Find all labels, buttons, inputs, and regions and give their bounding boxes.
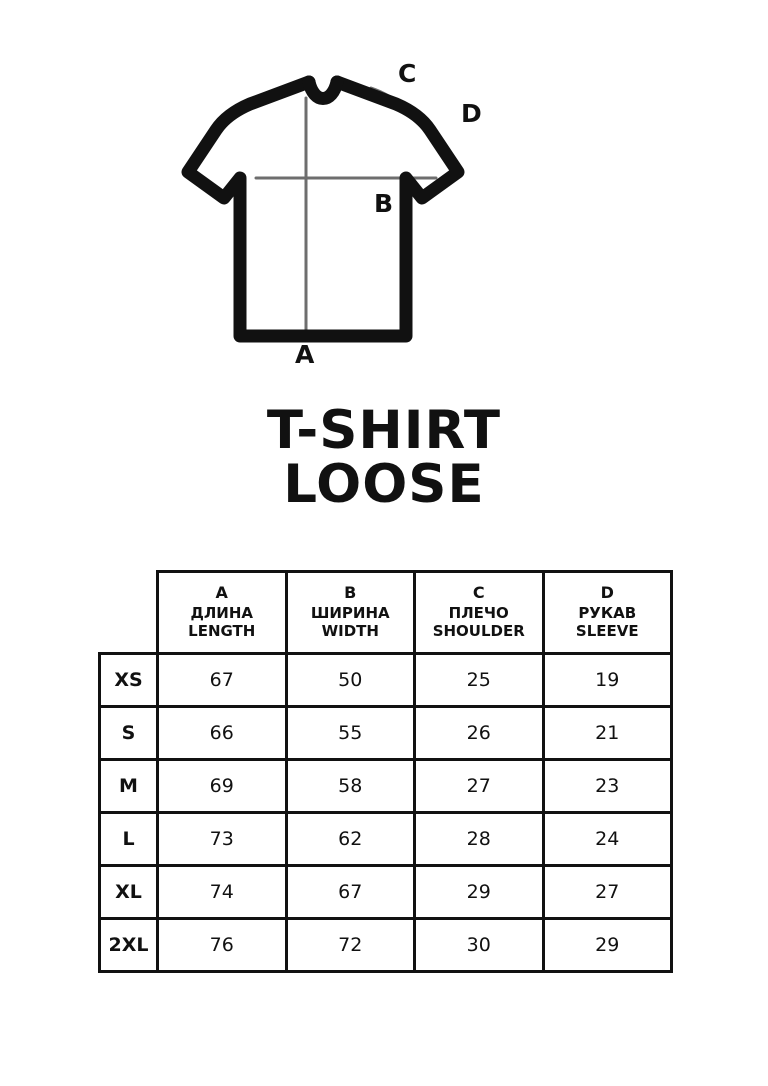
table-row <box>100 813 672 866</box>
size-table-body <box>100 654 672 972</box>
cell-sleeve: 21 <box>543 707 672 760</box>
cell-shoulder: 29 <box>415 866 544 919</box>
cell-sleeve: 24 <box>543 813 672 866</box>
cell-length: 67 <box>158 654 287 707</box>
cell-sleeve: 27 <box>543 866 672 919</box>
cell-sleeve: 29 <box>543 919 672 972</box>
table-row <box>100 760 672 813</box>
cell-length: 74 <box>158 866 287 919</box>
table-row <box>100 707 672 760</box>
column-letter: B <box>344 583 357 603</box>
cell-sleeve: 19 <box>543 654 672 707</box>
cell-sleeve: 23 <box>543 760 672 813</box>
cell-length: 69 <box>158 760 287 813</box>
tshirt-diagram <box>174 60 594 390</box>
cell-shoulder: 26 <box>415 707 544 760</box>
cell-length: 73 <box>158 813 287 866</box>
column-label-ru: ПЛЕЧО <box>448 603 509 622</box>
cell-shoulder: 25 <box>415 654 544 707</box>
cell-shoulder: 27 <box>415 760 544 813</box>
size-table-head <box>100 572 672 654</box>
column-header-sleeve <box>543 572 672 654</box>
cell-width: 62 <box>286 813 415 866</box>
cell-width: 50 <box>286 654 415 707</box>
label-c: C <box>398 60 417 88</box>
row-size-label: S <box>100 707 158 760</box>
title-line-1: T-SHIRT <box>266 400 502 461</box>
column-header-width <box>286 572 415 654</box>
cell-width: 55 <box>286 707 415 760</box>
row-size-label: M <box>100 760 158 813</box>
title-line-2: LOOSE <box>283 454 485 516</box>
cell-shoulder: 28 <box>415 813 544 866</box>
column-header-length <box>158 572 287 654</box>
cell-width: 58 <box>286 760 415 813</box>
cell-width: 67 <box>286 866 415 919</box>
column-label-en: SHOULDER <box>432 621 525 640</box>
row-size-label: L <box>100 813 158 866</box>
cell-shoulder: 30 <box>415 919 544 972</box>
column-header-shoulder <box>415 572 544 654</box>
row-size-label: 2XL <box>100 919 158 972</box>
cell-length: 66 <box>158 707 287 760</box>
label-b: B <box>374 189 394 218</box>
column-letter: C <box>472 583 485 603</box>
table-row <box>100 919 672 972</box>
label-d: D <box>461 99 482 128</box>
label-a: A <box>295 340 315 369</box>
column-label-en: WIDTH <box>321 621 379 640</box>
table-row <box>100 654 672 707</box>
column-letter: D <box>600 583 614 603</box>
column-label-en: LENGTH <box>188 621 256 640</box>
size-table <box>98 570 673 973</box>
page-title <box>266 400 502 516</box>
table-corner-cell <box>100 572 158 654</box>
size-table-wrap <box>98 570 670 973</box>
column-label-ru: ДЛИНА <box>190 603 254 622</box>
column-label-ru: ШИРИНА <box>310 603 390 622</box>
table-row <box>100 866 672 919</box>
cell-width: 72 <box>286 919 415 972</box>
column-label-ru: РУКАВ <box>578 603 637 622</box>
cell-length: 76 <box>158 919 287 972</box>
row-size-label: XS <box>100 654 158 707</box>
row-size-label: XL <box>100 866 158 919</box>
column-label-en: SLEEVE <box>575 621 639 640</box>
table-header-row <box>100 572 672 654</box>
column-letter: A <box>215 583 228 603</box>
